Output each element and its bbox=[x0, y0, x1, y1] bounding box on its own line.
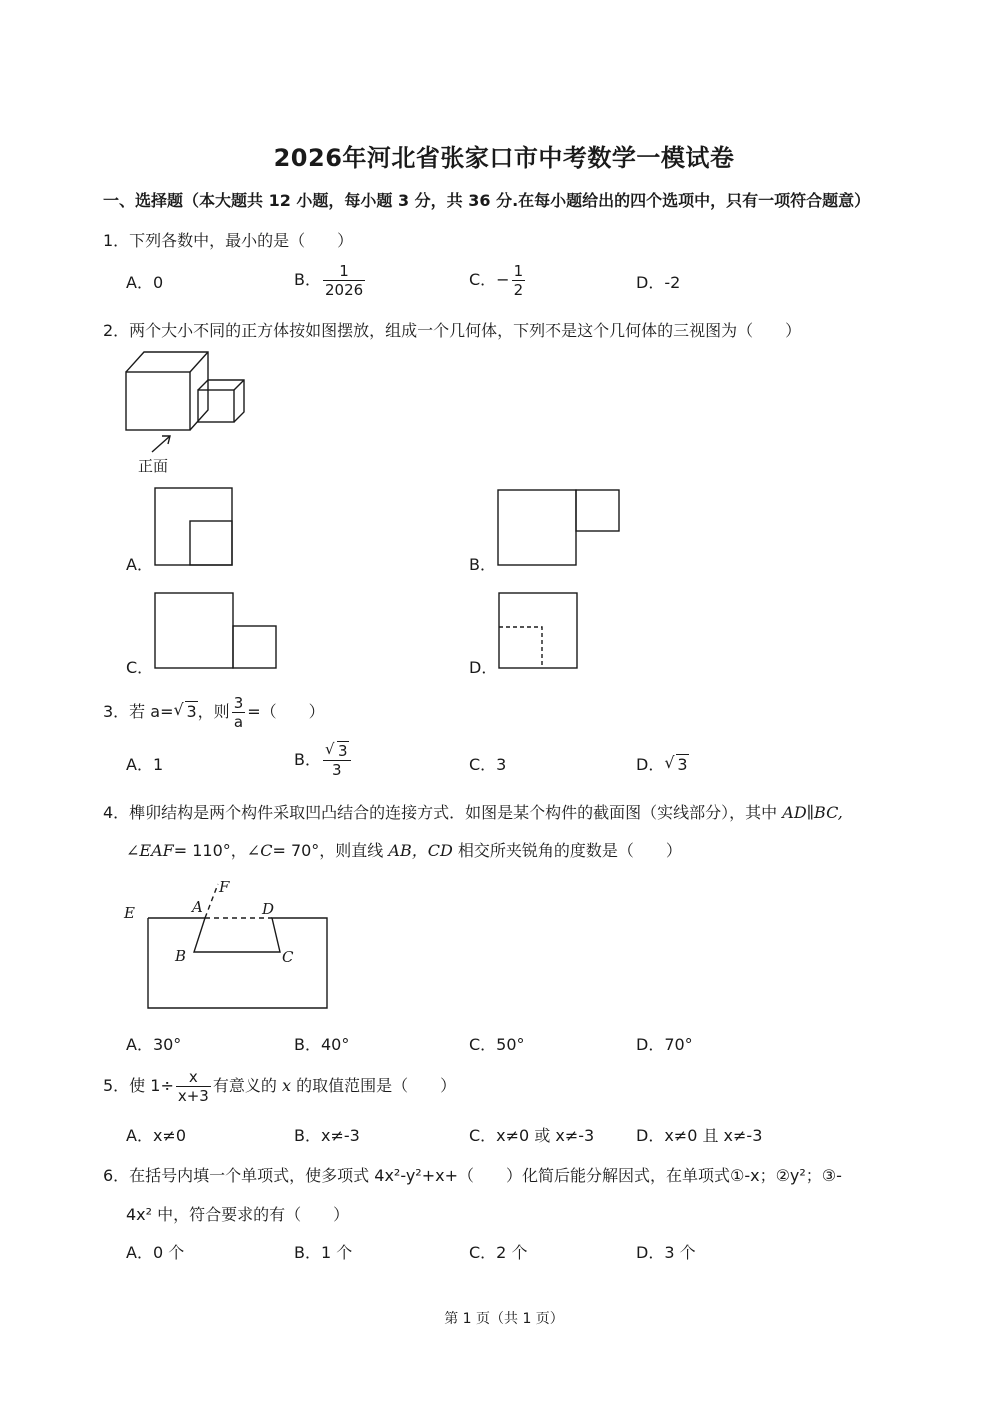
fraction: $\frac{3}{a}$ bbox=[233, 694, 244, 731]
fraction: $\frac{x}{x+3}$ bbox=[177, 1068, 209, 1105]
q2-option-d-label: D． bbox=[469, 658, 498, 677]
fraction: $\frac{1}{2026}$ bbox=[324, 262, 364, 299]
q5-option-d: D．x≠0 且 x≠-3 bbox=[636, 1126, 763, 1145]
square-root: √ 3 bbox=[324, 740, 348, 760]
q3-option-c: C．3 bbox=[469, 755, 507, 774]
section-heading: 一、选择题（本大题共 12 小题，每小题 3 分，共 36 分.在每小题给出的四个选项中，只有一项符合题意） bbox=[103, 191, 871, 210]
q4-option-a: A．30° bbox=[126, 1035, 182, 1054]
q2-option-c-figure bbox=[154, 592, 279, 672]
question-4-line-2: ∠EAF= 110°，∠C= 70°，则直线 AB，CD 相交所夹锐角的度数是（ ） bbox=[126, 841, 682, 860]
question-5-stem: 5．使 1÷ $\frac{x}{x+3}$ 有意义的 x 的取值范围是（ ） bbox=[103, 1068, 457, 1105]
question-4-line-1: 4．榫卯结构是两个构件采取凹凸结合的连接方式．如图是某个构件的截面图（实线部分），其中 AD∥BC, bbox=[103, 803, 843, 822]
question-6-line-2: 4x² 中，符合要求的有（ ） bbox=[126, 1205, 350, 1224]
page-footer: 第 1 页（共 1 页） bbox=[444, 1311, 564, 1327]
fraction: $\frac{1}{2}$ bbox=[513, 262, 524, 299]
q5-option-c: C．x≠0 或 x≠-3 bbox=[469, 1126, 595, 1145]
q3-option-a: A．1 bbox=[126, 755, 164, 774]
label-b: B bbox=[175, 947, 187, 965]
label-c: C bbox=[282, 948, 294, 966]
q5-option-a: A．x≠0 bbox=[126, 1126, 187, 1145]
q4-mortise-figure bbox=[120, 878, 335, 1013]
q3-option-b: B． √ 3 3 bbox=[294, 742, 353, 779]
q6-option-d: D．3 个 bbox=[636, 1243, 696, 1262]
q1-option-a: A．0 bbox=[126, 273, 164, 292]
q1-option-d: D．-2 bbox=[636, 273, 681, 292]
q4-option-d: D．70° bbox=[636, 1035, 693, 1054]
label-a: A bbox=[192, 898, 203, 916]
question-6-line-1: 6．在括号内填一个单项式，使多项式 4x²-y²+x+（ ）化简后能分解因式，在单项式①-x；②y²；③- bbox=[103, 1166, 842, 1185]
square-root: √ 3 bbox=[173, 700, 197, 721]
q2-option-d-figure bbox=[498, 592, 580, 672]
q6-option-b: B．1 个 bbox=[294, 1243, 353, 1262]
q6-option-a: A．0 个 bbox=[126, 1243, 185, 1262]
question-1-stem: 1．下列各数中，最小的是（ ） bbox=[103, 231, 354, 250]
q4-option-c: C．50° bbox=[469, 1035, 525, 1054]
q2-option-b-figure bbox=[497, 489, 622, 569]
q2-option-a-label: A． bbox=[126, 555, 153, 574]
label-e: E bbox=[124, 904, 135, 922]
q3-option-d: D． √ 3 bbox=[636, 753, 688, 774]
question-3-stem: 3．若 a= √ 3，则 $\frac{3}{a}$ =（ ） bbox=[103, 694, 325, 731]
question-2-stem: 2．两个大小不同的正方体按如图摆放，组成一个几何体，下列不是这个几何体的三视图为（ ） bbox=[103, 321, 802, 340]
q4-option-b: B．40° bbox=[294, 1035, 350, 1054]
fraction: √ 3 3 bbox=[323, 742, 351, 779]
page-title: 2026年河北省张家口市中考数学一模试卷 bbox=[273, 144, 735, 172]
q1-option-b: B． $\frac{1}{2026}$ bbox=[294, 262, 364, 299]
q1-option-c: C．− $\frac{1}{2}$ bbox=[469, 262, 524, 299]
front-view-label: 正面 bbox=[138, 457, 169, 475]
label-d: D bbox=[262, 900, 275, 918]
q5-option-b: B．x≠-3 bbox=[294, 1126, 360, 1145]
q6-option-c: C．2 个 bbox=[469, 1243, 528, 1262]
q2-option-a-figure bbox=[154, 487, 234, 567]
q2-option-b-label: B． bbox=[469, 555, 496, 574]
q2-option-c-label: C． bbox=[126, 658, 154, 677]
square-root: √ 3 bbox=[664, 753, 688, 774]
label-f: F bbox=[219, 878, 230, 896]
